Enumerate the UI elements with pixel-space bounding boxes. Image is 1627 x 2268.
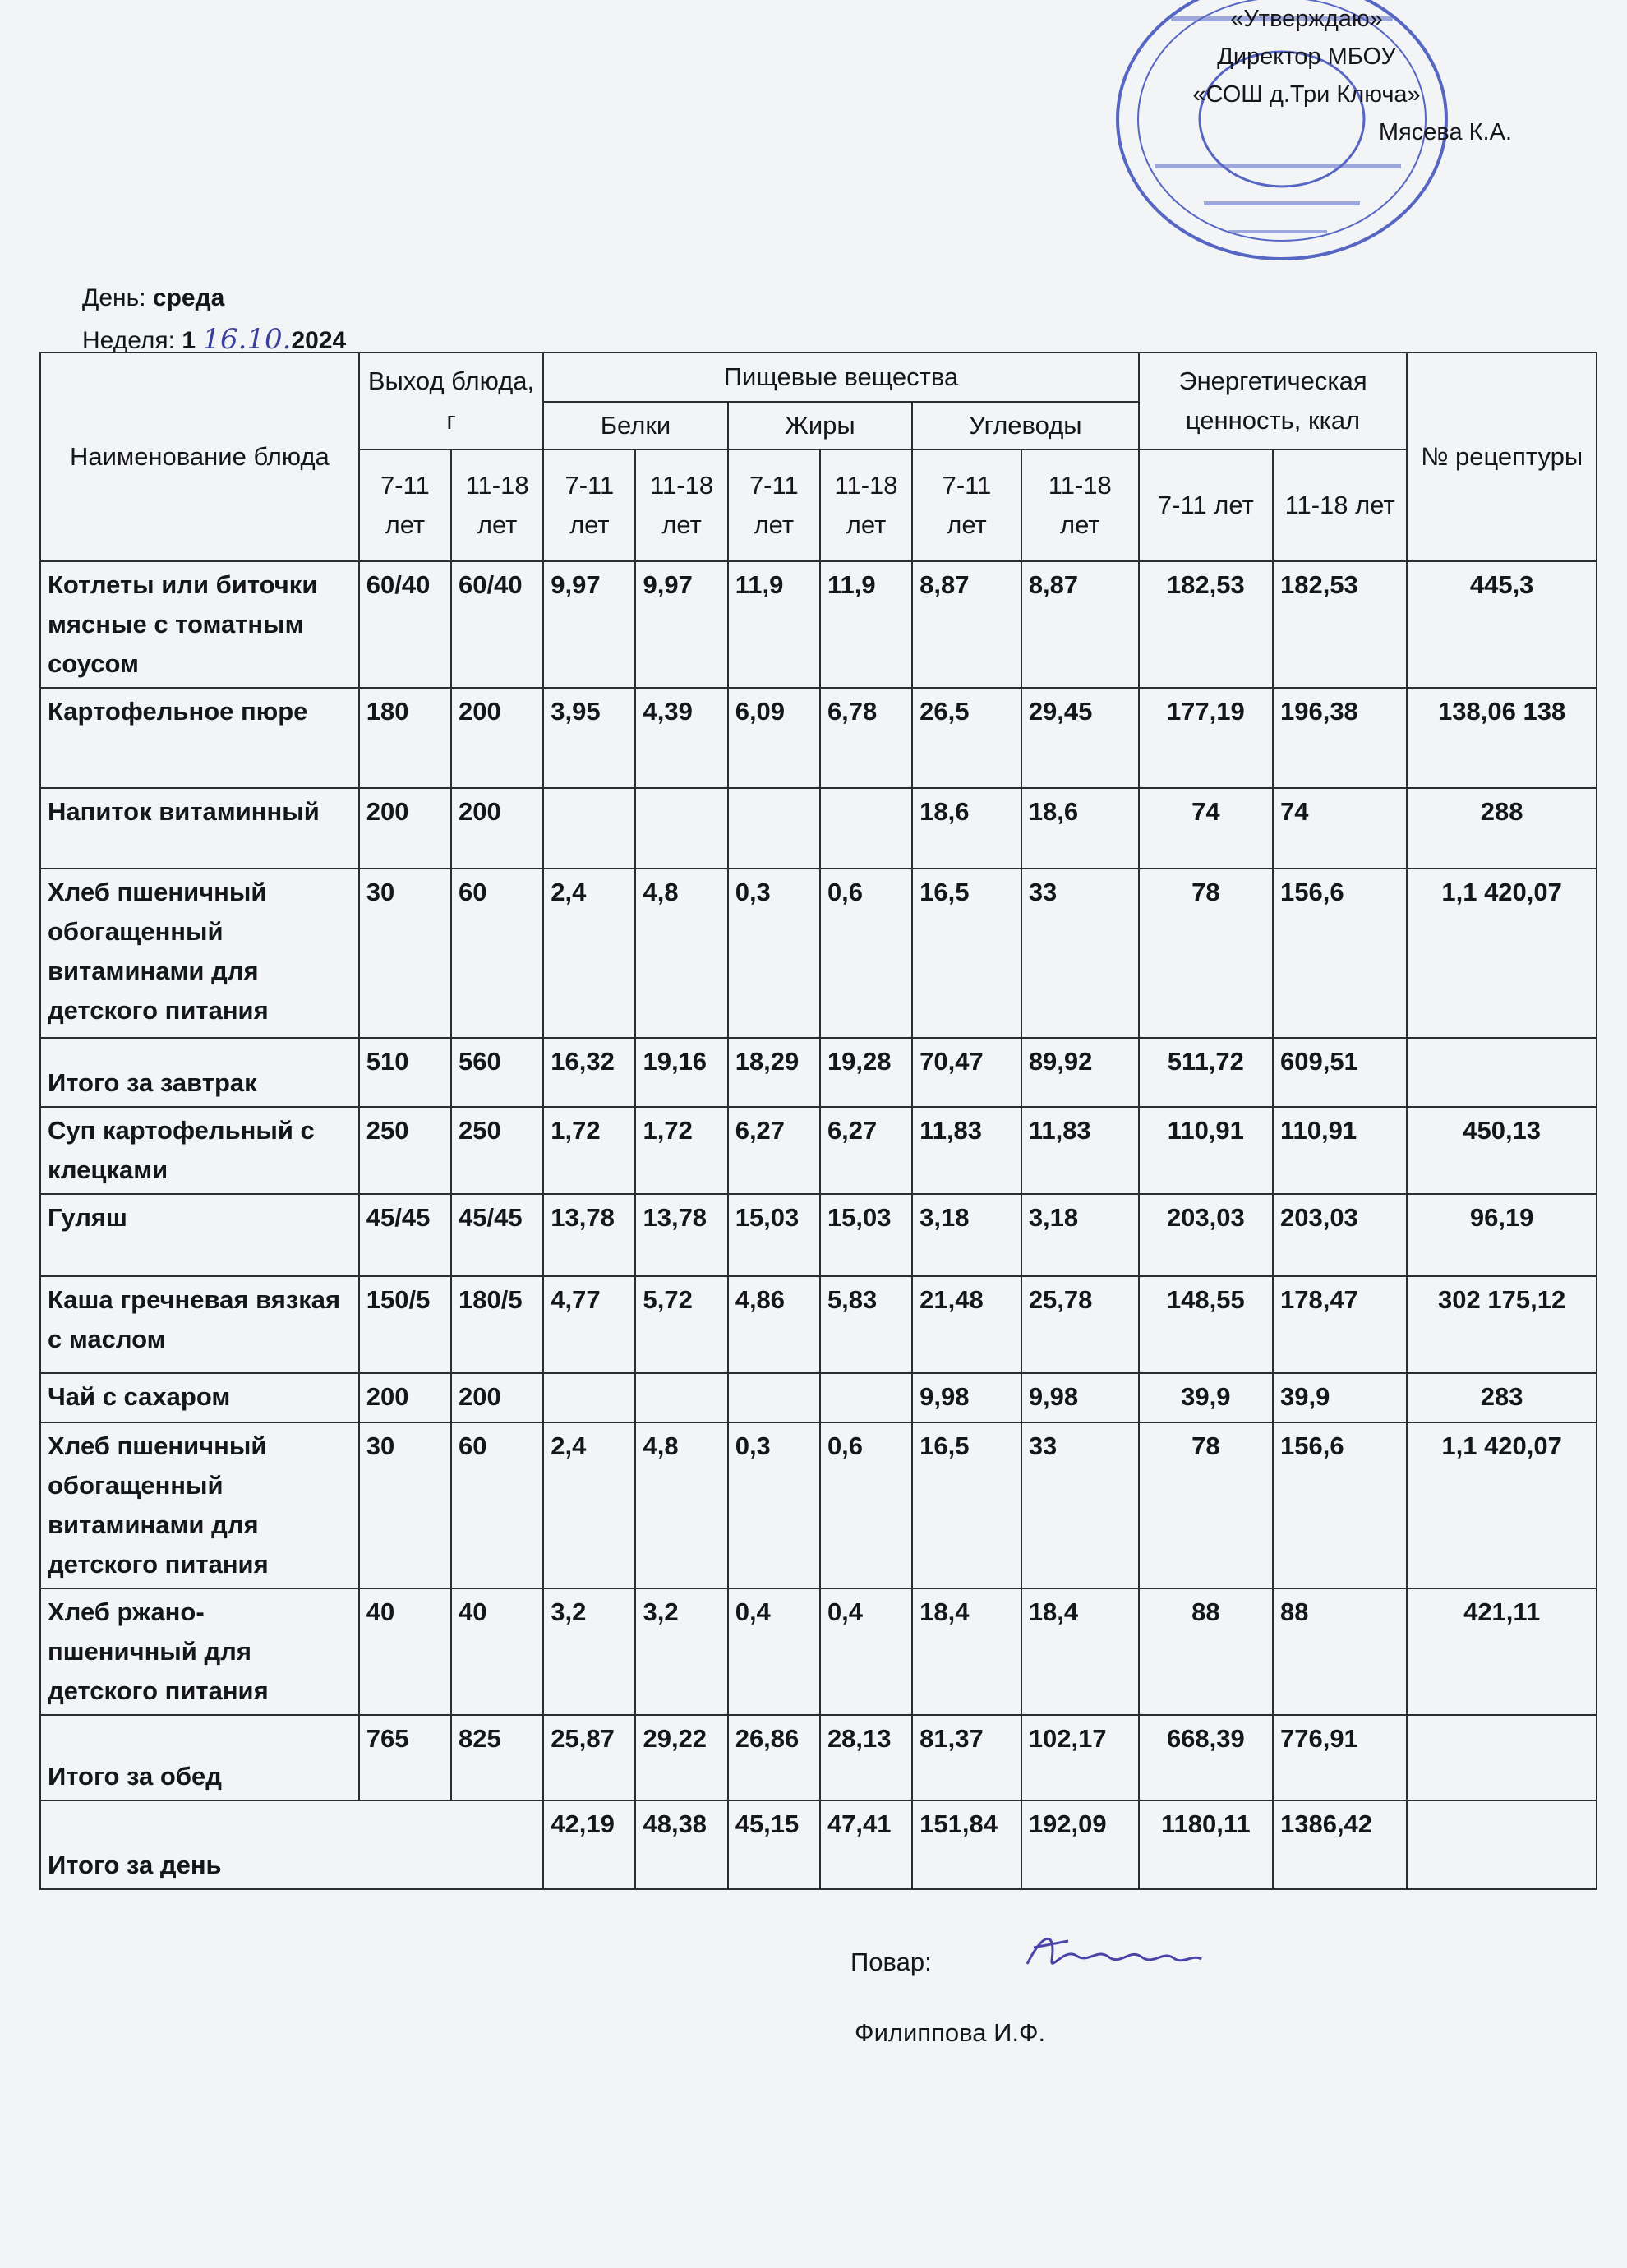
cell-p1: 3,2 [543, 1588, 635, 1715]
cell-c2: 89,92 [1021, 1038, 1139, 1107]
cell-f2: 0,6 [820, 869, 912, 1038]
cell-p2: 13,78 [635, 1194, 727, 1276]
cell-o2: 60 [451, 869, 543, 1038]
cell-p1: 2,4 [543, 1422, 635, 1588]
cell-rec: 1,1 420,07 [1407, 1422, 1597, 1588]
cell-e1: 511,72 [1139, 1038, 1273, 1107]
cell-o1: 30 [359, 869, 451, 1038]
week-value: 1 [182, 327, 196, 354]
cell-f2: 0,6 [820, 1422, 912, 1588]
cell-f2: 28,13 [820, 1715, 912, 1800]
cell-o2: 45/45 [451, 1194, 543, 1276]
cell-c2: 192,09 [1021, 1800, 1139, 1889]
header-recipe: № рецептуры [1407, 353, 1597, 561]
dish-name-cell: Напиток витаминный [40, 788, 359, 869]
cell-p2: 48,38 [635, 1800, 727, 1889]
cell-e2: 88 [1273, 1588, 1407, 1715]
cell-p1: 9,97 [543, 561, 635, 688]
dish-name-cell: Картофельное пюре [40, 688, 359, 788]
cell-e2: 1386,42 [1273, 1800, 1407, 1889]
cell-p1: 1,72 [543, 1107, 635, 1194]
cell-p2: 4,8 [635, 1422, 727, 1588]
cell-c2: 33 [1021, 869, 1139, 1038]
approval-line-1: «Утверждаю» [1230, 6, 1383, 32]
cook-signature [1019, 1923, 1208, 1989]
cell-f2: 5,83 [820, 1276, 912, 1373]
cell-rec: 445,3 [1407, 561, 1597, 688]
cell-f2: 6,78 [820, 688, 912, 788]
table-row [40, 1800, 1597, 1889]
cell-c2: 9,98 [1021, 1373, 1139, 1422]
cell-e2: 156,6 [1273, 869, 1407, 1038]
cell-f1: 0,3 [728, 1422, 820, 1588]
week-label: Неделя: [82, 327, 175, 354]
cell-p2 [635, 1373, 727, 1422]
dish-name-cell: Итого за день [40, 1800, 543, 1889]
cell-p1 [543, 788, 635, 869]
cell-p1: 42,19 [543, 1800, 635, 1889]
dish-name-cell: Хлеб ржано-пшеничный для детского питания [40, 1588, 359, 1715]
header-protein: Белки [543, 402, 727, 449]
table-row [40, 1276, 1597, 1373]
cell-e2: 609,51 [1273, 1038, 1407, 1107]
dish-name-cell: Чай с сахаром [40, 1373, 359, 1422]
cell-p1: 2,4 [543, 869, 635, 1038]
cell-e1: 203,03 [1139, 1194, 1273, 1276]
cell-p1: 25,87 [543, 1715, 635, 1800]
dish-name-cell: Каша гречневая вязкая с маслом [40, 1276, 359, 1373]
cell-rec: 288 [1407, 788, 1597, 869]
table-row [40, 1373, 1597, 1422]
cell-f1: 0,3 [728, 869, 820, 1038]
cell-p2: 29,22 [635, 1715, 727, 1800]
cell-o1: 250 [359, 1107, 451, 1194]
cell-o2: 200 [451, 688, 543, 788]
cell-p2 [635, 788, 727, 869]
cell-c2: 29,45 [1021, 688, 1139, 788]
approval-line-4: Мясева К.А. [1378, 119, 1512, 145]
cell-e1: 177,19 [1139, 688, 1273, 788]
cell-c1: 3,18 [912, 1194, 1021, 1276]
cell-rec: 421,11 [1407, 1588, 1597, 1715]
cell-o2: 250 [451, 1107, 543, 1194]
cell-e2: 776,91 [1273, 1715, 1407, 1800]
table-row [40, 688, 1597, 788]
cell-e1: 182,53 [1139, 561, 1273, 688]
cell-f1 [728, 788, 820, 869]
table-row [40, 1038, 1597, 1107]
cell-f1: 15,03 [728, 1194, 820, 1276]
cell-c1: 16,5 [912, 869, 1021, 1038]
cell-o1: 40 [359, 1588, 451, 1715]
cell-c2: 8,87 [1021, 561, 1139, 688]
cell-f1: 45,15 [728, 1800, 820, 1889]
day-row [82, 278, 346, 319]
cell-e2: 203,03 [1273, 1194, 1407, 1276]
cell-o1: 200 [359, 788, 451, 869]
cell-c1: 18,4 [912, 1588, 1021, 1715]
cell-o1: 180 [359, 688, 451, 788]
cell-p2: 3,2 [635, 1588, 727, 1715]
cell-e1: 88 [1139, 1588, 1273, 1715]
cell-rec [1407, 1715, 1597, 1800]
cell-f2: 0,4 [820, 1588, 912, 1715]
cell-e1: 39,9 [1139, 1373, 1273, 1422]
cell-o2: 200 [451, 1373, 543, 1422]
cell-f1: 18,29 [728, 1038, 820, 1107]
cell-c1: 9,98 [912, 1373, 1021, 1422]
cell-e2: 182,53 [1273, 561, 1407, 688]
cell-p1: 13,78 [543, 1194, 635, 1276]
cell-f2: 47,41 [820, 1800, 912, 1889]
cell-f1: 6,09 [728, 688, 820, 788]
approval-line-2: Директор МБОУ [1217, 44, 1396, 70]
cell-f2 [820, 788, 912, 869]
table-row [40, 788, 1597, 869]
handwritten-date: 16.10. [202, 323, 292, 356]
cell-o2: 180/5 [451, 1276, 543, 1373]
menu-header [82, 278, 346, 362]
cell-rec [1407, 1800, 1597, 1889]
cell-e1: 148,55 [1139, 1276, 1273, 1373]
cell-e2: 74 [1273, 788, 1407, 869]
cell-o1: 45/45 [359, 1194, 451, 1276]
cell-c1: 70,47 [912, 1038, 1021, 1107]
cell-f2: 6,27 [820, 1107, 912, 1194]
header-age-b: 11-18 лет [1021, 449, 1139, 561]
table-row [40, 1194, 1597, 1276]
header-age-a: 7-11 лет [1139, 449, 1273, 561]
header-carbs: Углеводы [912, 402, 1139, 449]
cell-c2: 18,6 [1021, 788, 1139, 869]
cell-c1: 81,37 [912, 1715, 1021, 1800]
table-row [40, 869, 1597, 1038]
cell-c2: 102,17 [1021, 1715, 1139, 1800]
cell-c1: 21,48 [912, 1276, 1021, 1373]
header-age-b: 11-18 лет [1273, 449, 1407, 561]
cell-c2: 3,18 [1021, 1194, 1139, 1276]
cell-c1: 26,5 [912, 688, 1021, 788]
dish-name-cell: Хлеб пшеничный обогащенный витаминами для детского питания [40, 869, 359, 1038]
header-fat: Жиры [728, 402, 912, 449]
cell-f2 [820, 1373, 912, 1422]
cell-rec: 302 175,12 [1407, 1276, 1597, 1373]
year-value: 2024 [291, 327, 347, 354]
dish-name-cell: Суп картофельный с клецками [40, 1107, 359, 1194]
dish-name-cell: Гуляш [40, 1194, 359, 1276]
cell-c1: 16,5 [912, 1422, 1021, 1588]
cell-o2: 40 [451, 1588, 543, 1715]
cell-p2: 4,8 [635, 869, 727, 1038]
cell-rec: 96,19 [1407, 1194, 1597, 1276]
cell-e1: 1180,11 [1139, 1800, 1273, 1889]
cell-e2: 39,9 [1273, 1373, 1407, 1422]
header-age-a: 7-11 лет [912, 449, 1021, 561]
day-value: среда [152, 284, 225, 311]
cook-name: Филиппова И.Ф. [855, 2018, 1046, 2047]
cell-e1: 78 [1139, 869, 1273, 1038]
cell-e2: 196,38 [1273, 688, 1407, 788]
cell-rec: 283 [1407, 1373, 1597, 1422]
cell-o1: 200 [359, 1373, 451, 1422]
cell-p1: 4,77 [543, 1276, 635, 1373]
header-age-a: 7-11 лет [359, 449, 451, 561]
header-output: Выход блюда, г [359, 353, 543, 449]
table-row [40, 1422, 1597, 1588]
cell-rec: 138,06 138 [1407, 688, 1597, 788]
cell-o1: 30 [359, 1422, 451, 1588]
cell-c1: 8,87 [912, 561, 1021, 688]
cell-e1: 78 [1139, 1422, 1273, 1588]
table-row [40, 1107, 1597, 1194]
table-row [40, 1715, 1597, 1800]
cell-p2: 9,97 [635, 561, 727, 688]
header-age-b: 11-18 лет [451, 449, 543, 561]
cell-p2: 19,16 [635, 1038, 727, 1107]
cell-f2: 19,28 [820, 1038, 912, 1107]
cell-p2: 4,39 [635, 688, 727, 788]
cell-p2: 1,72 [635, 1107, 727, 1194]
cell-p1: 16,32 [543, 1038, 635, 1107]
cell-c2: 11,83 [1021, 1107, 1139, 1194]
cell-f1: 0,4 [728, 1588, 820, 1715]
cell-c1: 11,83 [912, 1107, 1021, 1194]
day-label: День: [82, 284, 146, 311]
cell-rec: 1,1 420,07 [1407, 869, 1597, 1038]
cell-f2: 11,9 [820, 561, 912, 688]
cell-c1: 151,84 [912, 1800, 1021, 1889]
dish-name-cell: Котлеты или биточки мясные с томатным соусом [40, 561, 359, 688]
cell-e1: 110,91 [1139, 1107, 1273, 1194]
cell-o2: 825 [451, 1715, 543, 1800]
cell-c2: 25,78 [1021, 1276, 1139, 1373]
cell-f2: 15,03 [820, 1194, 912, 1276]
table-row [40, 1588, 1597, 1715]
approval-line-3: «СОШ д.Три Ключа» [1192, 81, 1421, 108]
header-dish-name: Наименование блюда [40, 353, 359, 561]
cell-e1: 668,39 [1139, 1715, 1273, 1800]
cell-f1: 6,27 [728, 1107, 820, 1194]
header-age-a: 7-11 лет [543, 449, 635, 561]
cell-e2: 110,91 [1273, 1107, 1407, 1194]
cell-p2: 5,72 [635, 1276, 727, 1373]
cell-p1: 3,95 [543, 688, 635, 788]
header-age-b: 11-18 лет [635, 449, 727, 561]
cell-rec: 450,13 [1407, 1107, 1597, 1194]
dish-name-cell: Итого за завтрак [40, 1038, 359, 1107]
cell-o2: 560 [451, 1038, 543, 1107]
dish-name-cell: Итого за обед [40, 1715, 359, 1800]
cell-e2: 156,6 [1273, 1422, 1407, 1588]
cell-o1: 765 [359, 1715, 451, 1800]
cell-o1: 150/5 [359, 1276, 451, 1373]
cell-o2: 60 [451, 1422, 543, 1588]
cell-rec [1407, 1038, 1597, 1107]
cell-o1: 60/40 [359, 561, 451, 688]
cell-c1: 18,6 [912, 788, 1021, 869]
header-age-b: 11-18 лет [820, 449, 912, 561]
cook-label: Повар: [850, 1948, 932, 1976]
cell-o1: 510 [359, 1038, 451, 1107]
dish-name-cell: Хлеб пшеничный обогащенный витаминами для детского питания [40, 1422, 359, 1588]
menu-table [39, 352, 1597, 1890]
cell-f1 [728, 1373, 820, 1422]
header-nutrients: Пищевые вещества [543, 353, 1138, 402]
approval-block [1134, 0, 1512, 151]
cell-p1 [543, 1373, 635, 1422]
cell-c2: 33 [1021, 1422, 1139, 1588]
cell-f1: 26,86 [728, 1715, 820, 1800]
cell-o2: 200 [451, 788, 543, 869]
cell-e1: 74 [1139, 788, 1273, 869]
header-energy: Энергетическая ценность, ккал [1139, 353, 1408, 449]
table-row [40, 561, 1597, 688]
cell-f1: 4,86 [728, 1276, 820, 1373]
header-age-a: 7-11 лет [728, 449, 820, 561]
cell-c2: 18,4 [1021, 1588, 1139, 1715]
cell-o2: 60/40 [451, 561, 543, 688]
cell-e2: 178,47 [1273, 1276, 1407, 1373]
menu-table-body [40, 561, 1597, 1889]
cell-f1: 11,9 [728, 561, 820, 688]
